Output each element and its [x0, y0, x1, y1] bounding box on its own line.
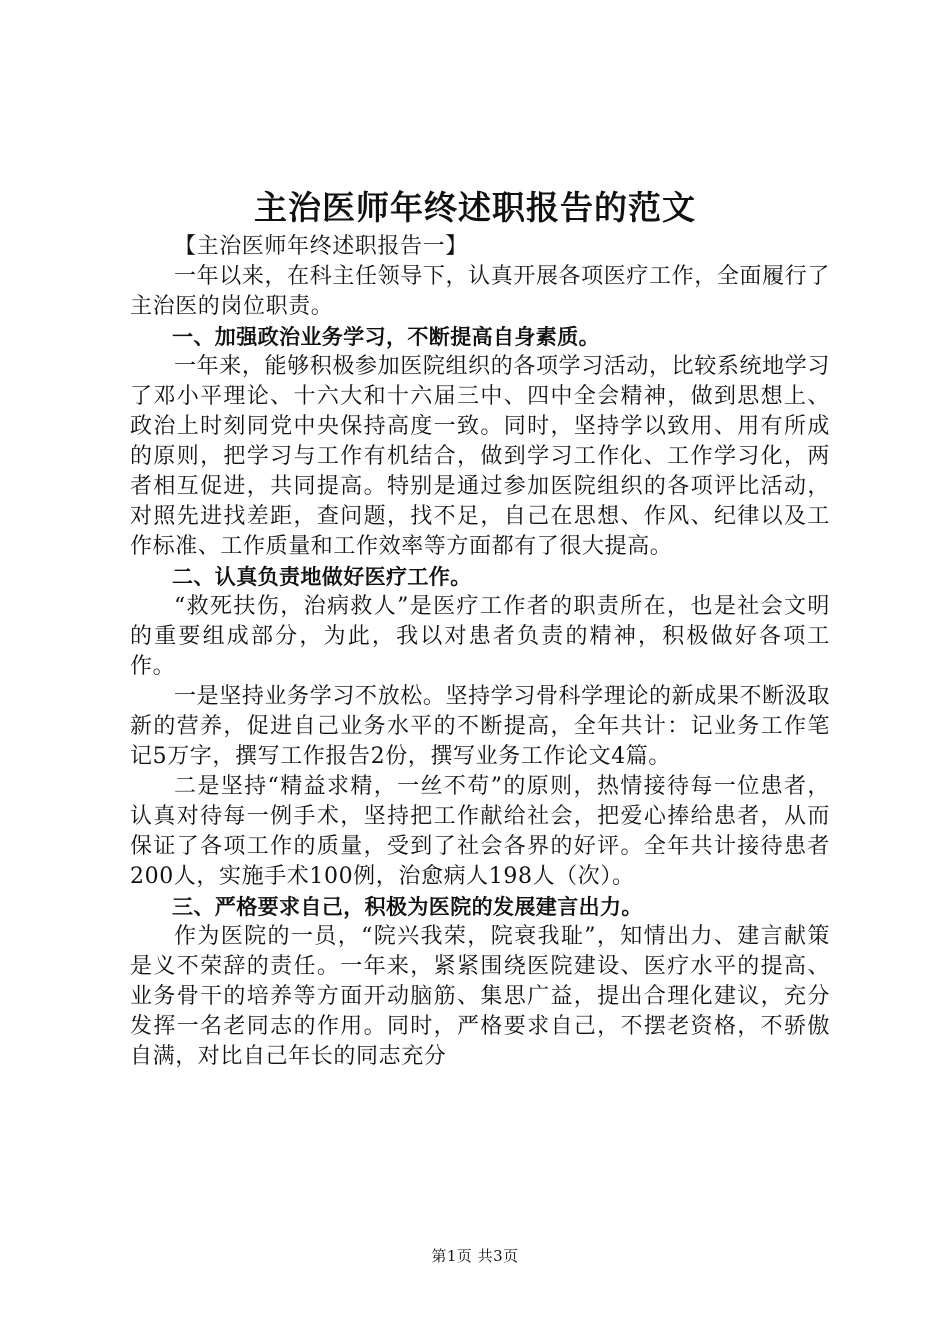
body-paragraph: 一年以来，在科主任领导下，认真开展各项医疗工作，全面履行了主治医的岗位职责。 — [130, 264, 830, 319]
document-body — [130, 232, 830, 1072]
section-heading: 二、认真负责地做好医疗工作。 — [172, 565, 472, 589]
body-paragraph: “救死扶伤，治病救人”是医疗工作者的职责所在，也是社会文明的重要组成部分，为此，我以对患者负责的精神，积极做好各项工作。 — [130, 594, 830, 679]
body-paragraph: 作为医院的一员，“院兴我荣，院衰我耻”，知情出力、建言献策是义不荣辞的责任。一年来，紧紧围绕医院建设、医疗水平的提高、业务骨干的培养等方面开动脑筋、集思广益，提出合理化建议，充分发挥一名老同志的作用。同时，严格要求自己，不摆老资格，不骄傲自满，对比自己年长的同志充分 — [130, 924, 830, 1069]
body-paragraph: 一年来，能够积极参加医院组织的各项学习活动，比较系统地学习了邓小平理论、十六大和十六届三中、四中全会精神，做到思想上、政治上时刻同党中央保持高度一致。同时，坚持学以致用、用有所成的原则，把学习与工作有机结合，做到学习工作化、工作学习化，两者相互促进，共同提高。特别是通过参加医院组织的各项评比活动，对照先进找差距，查问题，找不足，自己在思想、作风、纪律以及工作标准、工作质量和工作效率等方面都有了很大提高。 — [130, 354, 830, 559]
body-paragraph: 一是坚持业务学习不放松。坚持学习骨科学理论的新成果不断汲取新的营养，促进自己业务水平的不断提高，全年共计：记业务工作笔记5万字，撰写工作报告2份，撰写业务工作论文4篇。 — [130, 684, 830, 769]
section-heading: 一、加强政治业务学习，不断提高自身素质。 — [172, 325, 600, 349]
page-footer: 第1页 共3页 — [431, 1247, 519, 1265]
document-title: 主治医师年终述职报告的范文 — [254, 188, 696, 227]
section-label: 【主治医师年终述职报告一】 — [174, 234, 468, 259]
section-heading: 三、严格要求自己，积极为医院的发展建言出力。 — [172, 895, 643, 919]
body-paragraph: 二是坚持“精益求精，一丝不苟”的原则，热情接待每一位患者，认真对待每一例手术，坚持把工作献给社会，把爱心捧给患者，从而保证了各项工作的质量，受到了社会各界的好评。全年共计接待患者200人，实施手术100例，治愈病人198人（次）。 — [130, 774, 830, 889]
